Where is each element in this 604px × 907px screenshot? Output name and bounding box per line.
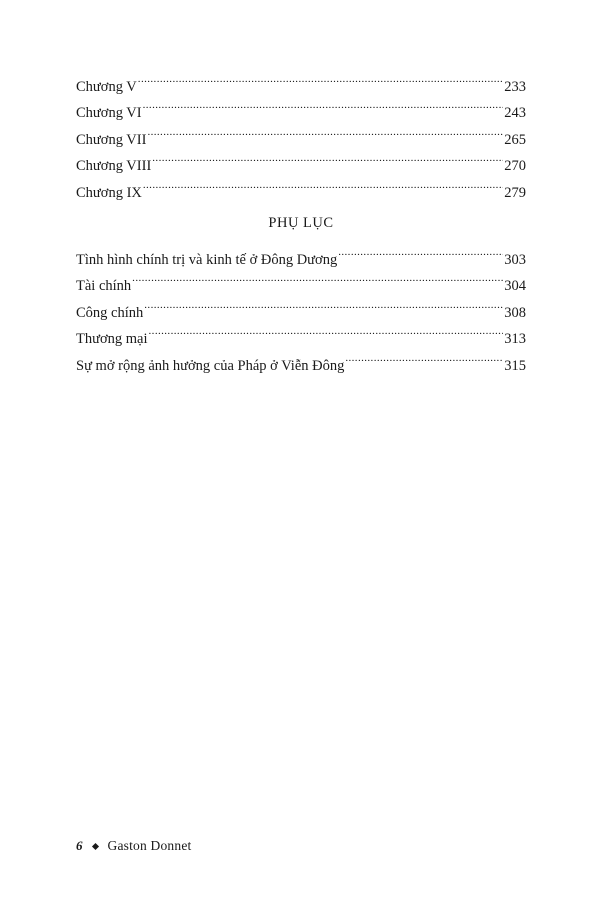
toc-entry-label: Chương V — [76, 78, 137, 95]
dot-leader — [338, 237, 503, 264]
toc-entry-label: Chương VIII — [76, 158, 152, 175]
toc-entry-label: Sự mở rộng ảnh hưởng của Pháp ở Viễn Đông — [76, 357, 345, 374]
toc-entry-page: 279 — [504, 184, 526, 201]
toc-entry-label: Chương VI — [76, 105, 142, 122]
toc-entry-chapter-vii — [76, 117, 526, 148]
diamond-separator-icon — [91, 842, 98, 849]
toc-entry-chapter-vi — [76, 91, 526, 122]
toc-entry-label: Thương mại — [76, 331, 148, 348]
running-footer-author: Gaston Donnet — [107, 838, 192, 853]
toc-entry-page: 313 — [504, 331, 526, 348]
dot-leader — [149, 317, 504, 344]
dot-leader — [132, 264, 503, 291]
toc-entry-label: Chương VII — [76, 131, 147, 148]
toc-entry-label: Tình hình chính trị và kinh tế ở Đông Dương — [76, 251, 338, 268]
toc-entry-chapter-ix — [76, 170, 526, 201]
toc-entry-page: 315 — [504, 357, 526, 374]
toc-entry-page: 308 — [504, 304, 526, 321]
toc-entry-appendix-politics — [76, 237, 526, 268]
dot-leader — [138, 64, 503, 91]
dot-leader — [143, 91, 504, 118]
toc-entry-appendix-public-works — [76, 290, 526, 321]
toc-entry-label: Công chính — [76, 304, 144, 321]
toc-entry-page: 265 — [504, 131, 526, 148]
toc-entry-page: 243 — [504, 105, 526, 122]
toc-entry-page: 304 — [504, 278, 526, 295]
dot-leader — [147, 117, 503, 144]
toc-entry-appendix-finance — [76, 264, 526, 295]
dot-leader — [144, 290, 503, 317]
toc-entry-page: 270 — [504, 158, 526, 175]
toc-entry-label: Tài chính — [76, 278, 132, 295]
table-of-contents — [76, 64, 526, 374]
dot-leader — [152, 144, 503, 171]
page-number: 6 — [76, 838, 83, 853]
toc-entry-page: 303 — [504, 251, 526, 268]
toc-entry-label: Chương IX — [76, 184, 142, 201]
toc-entry-page: 233 — [504, 78, 526, 95]
appendix-heading: PHỤ LỤC — [268, 214, 334, 231]
toc-entry-appendix-commerce — [76, 317, 526, 348]
dot-leader — [143, 170, 503, 197]
toc-entry-chapter-v — [76, 64, 526, 95]
dot-leader — [345, 343, 503, 370]
page-footer — [76, 838, 191, 854]
